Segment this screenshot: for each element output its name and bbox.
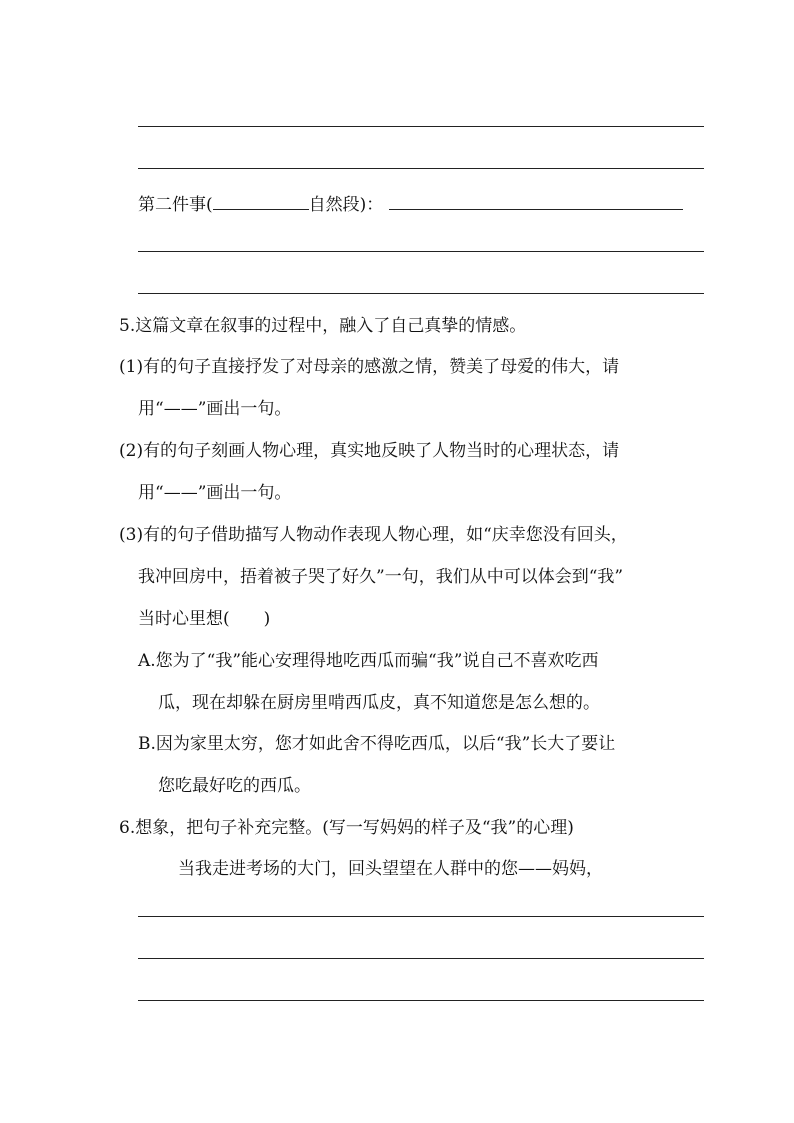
answer-line[interactable] [138,293,704,294]
answer-line[interactable] [138,168,704,169]
q5-part3-line2: 我冲回房中，捂着被子哭了好久”一句，我们从中可以体会到“我” [138,567,624,587]
second-event-mid: 自然段)： [308,195,384,215]
q5-stem: 5.这篇文章在叙事的过程中，融入了自己真挚的情感。 [119,316,527,336]
second-event-line [138,191,683,216]
q5-option-b-line1[interactable]: B.因为家里太穷，您才如此舍不得吃西瓜，以后“我”长大了要让 [138,734,616,754]
answer-line[interactable] [138,1000,704,1001]
second-event-prefix: 第二件事( [138,195,213,215]
q5-option-a-line1[interactable]: A.您为了“我”能心安理得地吃西瓜而骗“我”说自己不喜欢吃西 [138,651,599,671]
answer-line[interactable] [138,958,704,959]
answer-line[interactable] [138,251,704,252]
q5-part3-line1: (3)有的句子借助描写人物动作表现人物心理，如“庆幸您没有回头， [119,525,628,545]
q6-stem: 6.想象，把句子补充完整。(写一写妈妈的样子及“我”的心理) [119,818,574,838]
answer-line[interactable] [138,126,704,127]
q5-part1-line2: 用“——”画出一句。 [138,399,292,419]
answer-line[interactable] [138,916,704,917]
q5-part2-line2: 用“——”画出一句。 [138,483,292,503]
q5-part1-line1: (1)有的句子直接抒发了对母亲的感激之情，赞美了母爱的伟大，请 [119,357,620,377]
q5-option-a-line2: 瓜，现在却躲在厨房里啃西瓜皮，真不知道您是怎么想的。 [158,693,600,713]
second-event-answer-blank[interactable] [389,191,683,210]
q5-part3-line3: 当时心里想( ) [138,609,271,629]
q5-part2-line1: (2)有的句子刻画人物心理，真实地反映了人物当时的心理状态，请 [119,441,620,461]
paragraph-number-blank[interactable] [213,191,309,210]
q6-sentence: 当我走进考场的大门，回头望望在人群中的您——妈妈， [178,859,603,879]
q5-option-b-line2: 您吃最好吃的西瓜。 [158,776,311,796]
